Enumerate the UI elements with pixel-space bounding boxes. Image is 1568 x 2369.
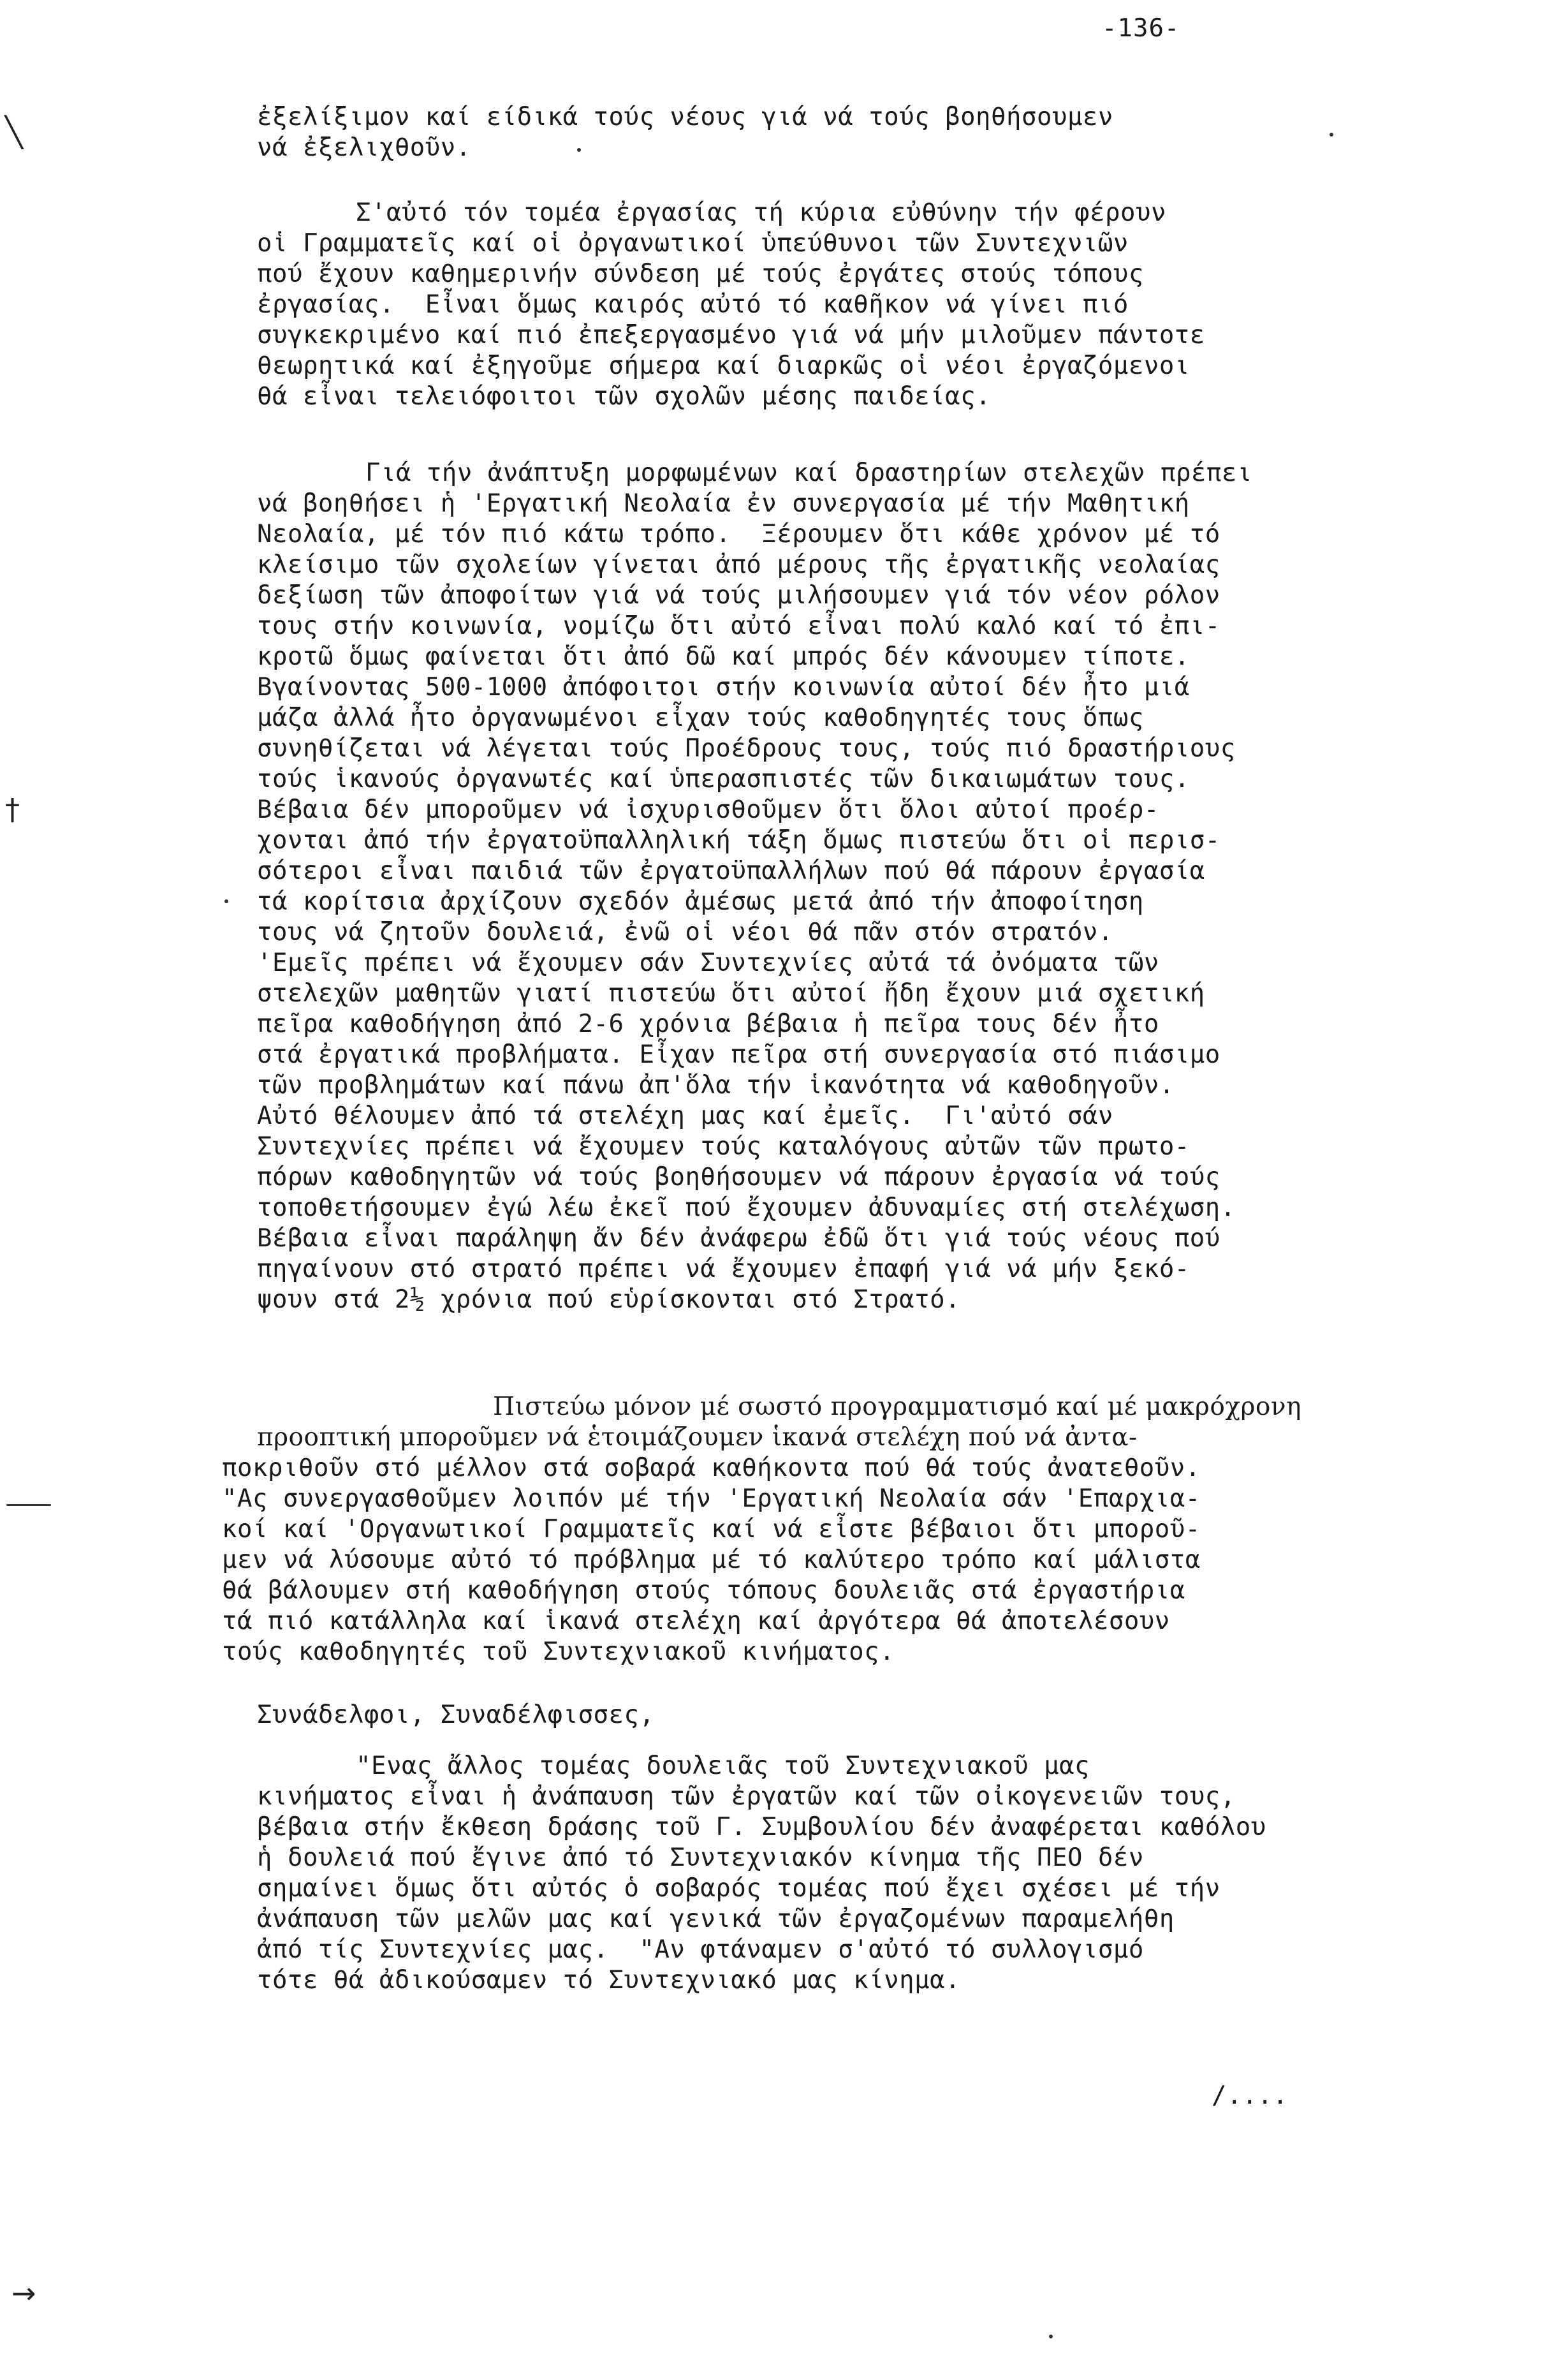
text-line: θά βάλουμεν στή καθοδήγηση στούς τόπους δουλειᾶς στά ἐργαστήρια xyxy=(222,1576,1185,1605)
text-line: τους στήν κοινωνία, νομίζω ὅτι αὐτό εἶναι πολύ καλό καί τό ἐπι- xyxy=(257,612,1220,640)
text-line: Συνάδελφοι, Συναδέλφισσες, xyxy=(257,1701,655,1729)
text-line: σότεροι εἶναι παιδιά τῶν ἐργατοϋπαλλήλων πού θά πάρουν ἐργασία xyxy=(257,857,1205,885)
text-line: βέβαια στήν ἔκθεση δράσης τοῦ Γ. Συμβουλίου δέν ἀναφέρεται καθόλου xyxy=(257,1813,1266,1841)
text-line: τῶν προβλημάτων καί πάνω ἀπ'ὅλα τήν ἱκανότητα νά καθοδηγοῦν. xyxy=(257,1071,1175,1100)
text-line: Συντεχνίες πρέπει νά ἔχουμεν τούς καταλόγους αὐτῶν τῶν πρωτο- xyxy=(257,1132,1190,1161)
text-line: "Ενας ἄλλος τομέας δουλειᾶς τοῦ Συντεχνιακοῦ μας xyxy=(356,1752,1090,1780)
text-line: πεῖρα καθοδήγηση ἀπό 2-6 χρόνια βέβαια ἡ πεῖρα τους δέν ἦτο xyxy=(257,1010,1159,1038)
text-line: μεν νά λύσουμε αὐτό τό πρόβλημα μέ τό καλύτερο τρόπο καί μάλιστα xyxy=(222,1546,1201,1574)
text-line: Βέβαια δέν μποροῦμεν νά ἰσχυρισθοῦμεν ὅτι ὅλοι αὐτοί προέρ- xyxy=(257,795,1159,824)
text-line: ποκριθοῦν στό μέλλον στά σοβαρά καθήκοντα πού θά τούς ἀνατεθοῦν. xyxy=(222,1454,1201,1482)
text-line: συνηθίζεται νά λέγεται τούς Προέδρους τους, τούς πιό δραστήριους xyxy=(257,734,1236,763)
speck xyxy=(1049,2335,1053,2338)
text-line: ἡ δουλειά πού ἔγινε ἀπό τό Συντεχνιακόν κίνημα τῆς ΠΕΟ δέν xyxy=(257,1843,1144,1872)
speck xyxy=(1330,133,1333,137)
text-line: Νεολαία, μέ τόν πιό κάτω τρόπο. Ξέρουμεν ὅτι κάθε χρόνον μέ τό xyxy=(257,520,1220,549)
text-line: πηγαίνουν στό στρατό πρέπει νά ἔχουμεν ἐπαφή γιά νά μήν ξεκό- xyxy=(257,1255,1190,1283)
text-line: Βέβαια εἶναι παράληψη ἄν δέν ἀνάφερω ἐδῶ ὅτι γιά τούς νέους πού xyxy=(257,1224,1220,1253)
text-line: τότε θά ἀδικούσαμεν τό Συντεχνιακό μας κίνημα. xyxy=(257,1966,961,1995)
text-line: κροτῶ ὅμως φαίνεται ὅτι ἀπό δῶ καί μπρός δέν κάνουμεν τίποτε. xyxy=(257,642,1190,671)
margin-check-mark: ╲ xyxy=(5,115,23,149)
text-line: 'Εμεῖς πρέπει νά ἔχουμεν σάν Συντεχνίες αὐτά τά ὀνόματα τῶν xyxy=(257,948,1159,977)
text-line: οἱ Γραμματεῖς καί οἱ ὀργανωτικοί ὑπεύθυνοι τῶν Συντεχνιῶν xyxy=(257,229,1129,258)
margin-arrow-mark-bottom: → xyxy=(11,2276,36,2310)
text-line: τούς ἱκανούς ὀργανωτές καί ὑπερασπιστές τῶν δικαιωμάτων τους. xyxy=(257,765,1190,793)
text-line: νά βοηθήσει ἡ 'Εργατική Νεολαία ἐν συνεργασία μέ τήν Μαθητική xyxy=(257,489,1190,518)
text-line: κινήματος εἶναι ἡ ἀνάπαυση τῶν ἐργατῶν καί τῶν οἰκογενειῶν τους, xyxy=(257,1782,1236,1811)
text-line: κλείσιμο τῶν σχολείων γίνεται ἀπό μέρους τῆς ἐργατικῆς νεολαίας xyxy=(257,550,1220,579)
text-line: τους νά ζητοῦν δουλειά, ἐνῶ οἱ νέοι θά πᾶν στόν στρατόν. xyxy=(257,918,1113,947)
text-line: πόρων καθοδηγητῶν νά τούς βοηθήσουμεν νά πάρουν ἐργασία νά τούς xyxy=(257,1163,1220,1192)
text-line: ψουν στά 2½ χρόνια πού εὑρίσκονται στό Στρατό. xyxy=(257,1285,961,1314)
text-line: συγκεκριμένο καί πιό ἐπεξεργασμένο γιά νά μήν μιλοῦμεν πάντοτε xyxy=(257,321,1205,350)
text-line: Βγαίνοντας 500-1000 ἀπόφοιτοι στήν κοινωνία αὐτοί δέν ἦτο μιά xyxy=(257,673,1190,702)
speck xyxy=(577,148,581,152)
margin-arrow-mark: † xyxy=(5,792,20,827)
page-number: -136- xyxy=(1102,14,1180,43)
text-line: πού ἔχουν καθημερινήν σύνδεση μέ τούς ἐργάτες στούς τόπους xyxy=(257,260,1144,288)
text-line: χονται ἀπό τήν ἐργατοϋπαλληλική τάξη ὅμως πιστεύω ὅτι οἱ περισ- xyxy=(257,826,1220,855)
text-line: ἀνάπαυση τῶν μελῶν μας καί γενικά τῶν ἐργαζομένων παραμελήθη xyxy=(257,1905,1175,1933)
text-line: δεξίωση τῶν ἀποφοίτων γιά νά τούς μιλήσουμεν γιά τόν νέον ρόλον xyxy=(257,581,1220,610)
text-line: τούς καθοδηγητές τοῦ Συντεχνιακοῦ κινήματος. xyxy=(222,1637,895,1666)
continuation-mark: /.... xyxy=(1212,2081,1288,2110)
text-line: σημαίνει ὅμως ὅτι αὐτός ὁ σοβαρός τομέας πού ἔχει σχέσει μέ τήν xyxy=(257,1874,1220,1903)
margin-dash-mark xyxy=(6,1504,51,1506)
text-line: κοί καί 'Οργανωτικοί Γραμματεῖς καί νά εἶστε βέβαιοι ὅτι μποροῦ- xyxy=(222,1515,1201,1544)
text-line: προοπτική μποροῦμεν νά ἑτοιμάζουμεν ἱκανά στελέχη πού νά ἀντα- xyxy=(257,1423,1138,1452)
text-line: ἐξελίξιμον καί είδικά τούς νέους γιά νά τούς βοηθήσουμεν xyxy=(257,103,1113,131)
text-line: θεωρητικά καί ἐξηγοῦμε σήμερα καί διαρκῶς οἱ νέοι ἐργαζόμενοι xyxy=(257,351,1190,380)
text-line: τά πιό κατάλληλα καί ἱκανά στελέχη καί ἀργότερα θά ἀποτελέσουν xyxy=(222,1607,1170,1635)
text-line: "Ας συνεργασθοῦμεν λοιπόν μέ τήν 'Εργατική Νεολαία σάν 'Επαρχια- xyxy=(222,1484,1201,1513)
text-line: θά εἶναι τελειόφοιτοι τῶν σχολῶν μέσης παιδείας. xyxy=(257,382,992,411)
text-line: Πιστεύω μόνον μέ σωστό προγραμματισμό καί μέ μακρόχρονη xyxy=(493,1392,1301,1421)
text-line: νά ἐξελιχθοῦν. xyxy=(257,133,471,162)
text-line: ἀπό τίς Συντεχνίες μας. "Αν φτάναμεν σ'αὐτό τό συλλογισμό xyxy=(257,1935,1144,1964)
text-line: Αὐτό θέλουμεν ἀπό τά στελέχη μας καί ἐμεῖς. Γι'αὐτό σάν xyxy=(257,1102,1113,1130)
text-line: τοποθετήσουμεν ἐγώ λέω ἐκεῖ πού ἔχουμεν ἀδυναμίες στή στελέχωση. xyxy=(257,1193,1236,1222)
text-line: στελεχῶν μαθητῶν γιατί πιστεύω ὅτι αὐτοί ἤδη ἔχουν μιά σχετική xyxy=(257,979,1205,1008)
text-line: μάζα ἀλλά ἦτο ὀργανωμένοι εἶχαν τούς καθοδηγητές τους ὅπως xyxy=(257,704,1144,732)
text-line: Σ'αὐτό τόν τομέα ἐργασίας τή κύρια εὐθύνην τήν φέρουν xyxy=(356,198,1166,227)
text-line: στά ἐργατικά προβλήματα. Εἶχαν πεῖρα στή συνεργασία στό πιάσιμο xyxy=(257,1040,1220,1069)
text-line: ἐργασίας. Εἶναι ὅμως καιρός αὐτό τό καθῆκον νά γίνει πιό xyxy=(257,290,1129,319)
speck xyxy=(224,899,228,903)
text-line: Γιά τήν ἀνάπτυξη μορφωμένων καί δραστηρίων στελεχῶν πρέπει xyxy=(365,459,1252,487)
text-line: τά κορίτσια ἀρχίζουν σχεδόν ἀμέσως μετά ἀπό τήν ἀποφοίτηση xyxy=(257,887,1144,916)
